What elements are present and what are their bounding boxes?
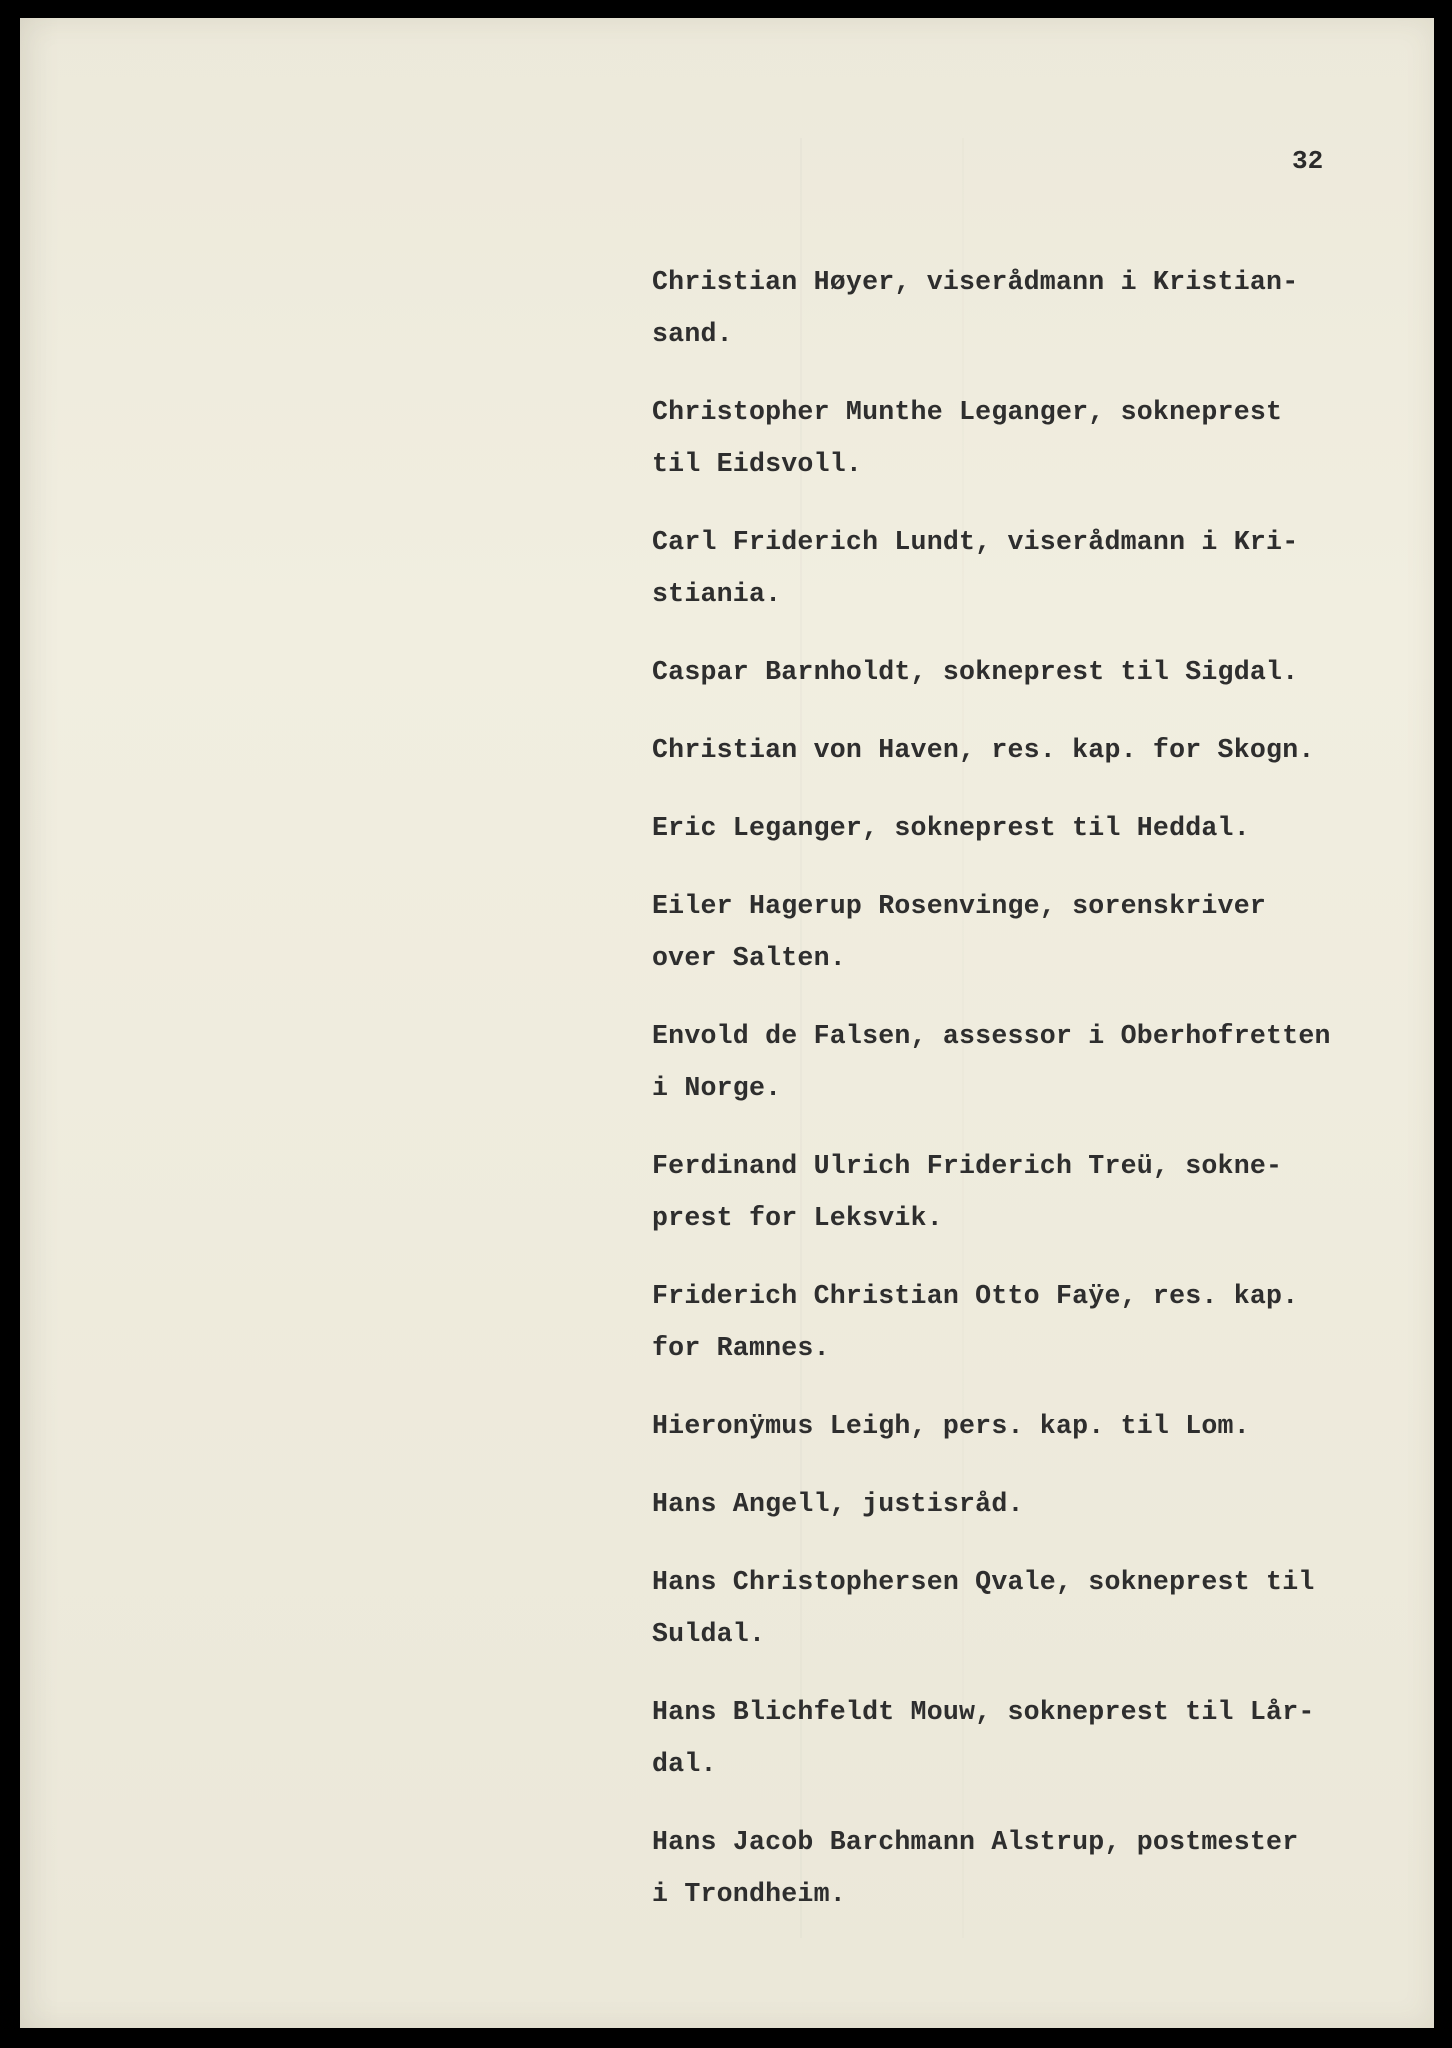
entry-line: dal. — [652, 1749, 717, 1779]
entry-line: over Salten. — [652, 943, 846, 973]
entry-line: Eric Leganger, sokneprest til Heddal. — [652, 813, 1250, 843]
list-item — [652, 802, 1372, 854]
list-item — [652, 1270, 1372, 1374]
entry-line: i Trondheim. — [652, 1879, 846, 1909]
list-item — [652, 724, 1372, 776]
entry-line: Hans Christophersen Qvale, sokneprest til — [652, 1567, 1315, 1597]
entry-line: Christian Høyer, viserådmann i Kristian- — [652, 267, 1299, 297]
entry-line: Hans Angell, justisråd. — [652, 1489, 1024, 1519]
list-item — [652, 880, 1372, 984]
list-item — [652, 386, 1372, 490]
entry-line: Suldal. — [652, 1619, 766, 1649]
list-item — [652, 1686, 1372, 1790]
list-item — [652, 516, 1372, 620]
list-item — [652, 1010, 1372, 1114]
page-number: 32 — [1292, 146, 1324, 176]
entry-line: Hieronÿmus Leigh, pers. kap. til Lom. — [652, 1411, 1250, 1441]
entry-line: Christian von Haven, res. kap. for Skogn. — [652, 735, 1315, 765]
list-item — [652, 1400, 1372, 1452]
entry-line: Ferdinand Ulrich Friderich Treü, sokne- — [652, 1151, 1283, 1181]
entry-line: for Ramnes. — [652, 1333, 830, 1363]
entry-line: Hans Jacob Barchmann Alstrup, postmester — [652, 1827, 1299, 1857]
entry-line: Eiler Hagerup Rosenvinge, sorenskriver — [652, 891, 1267, 921]
entry-line: Caspar Barnholdt, sokneprest til Sigdal. — [652, 657, 1299, 687]
list-item — [652, 256, 1372, 360]
entry-line: prest for Leksvik. — [652, 1203, 943, 1233]
entry-line: Envold de Falsen, assessor i Oberhofretten — [652, 1021, 1331, 1051]
document-page — [20, 18, 1434, 2028]
list-item — [652, 1140, 1372, 1244]
entry-line: sand. — [652, 319, 733, 349]
entry-line: Friderich Christian Otto Faÿe, res. kap. — [652, 1281, 1299, 1311]
entry-line: Hans Blichfeldt Mouw, sokneprest til Lår- — [652, 1697, 1315, 1727]
list-item — [652, 1816, 1372, 1920]
list-item — [652, 1556, 1372, 1660]
entry-line: i Norge. — [652, 1073, 782, 1103]
name-list — [652, 256, 1372, 1946]
entry-line: stiania. — [652, 579, 782, 609]
list-item — [652, 646, 1372, 698]
entry-line: Carl Friderich Lundt, viserådmann i Kri- — [652, 527, 1299, 557]
entry-line: Christopher Munthe Leganger, sokneprest — [652, 397, 1283, 427]
list-item — [652, 1478, 1372, 1530]
entry-line: til Eidsvoll. — [652, 449, 863, 479]
